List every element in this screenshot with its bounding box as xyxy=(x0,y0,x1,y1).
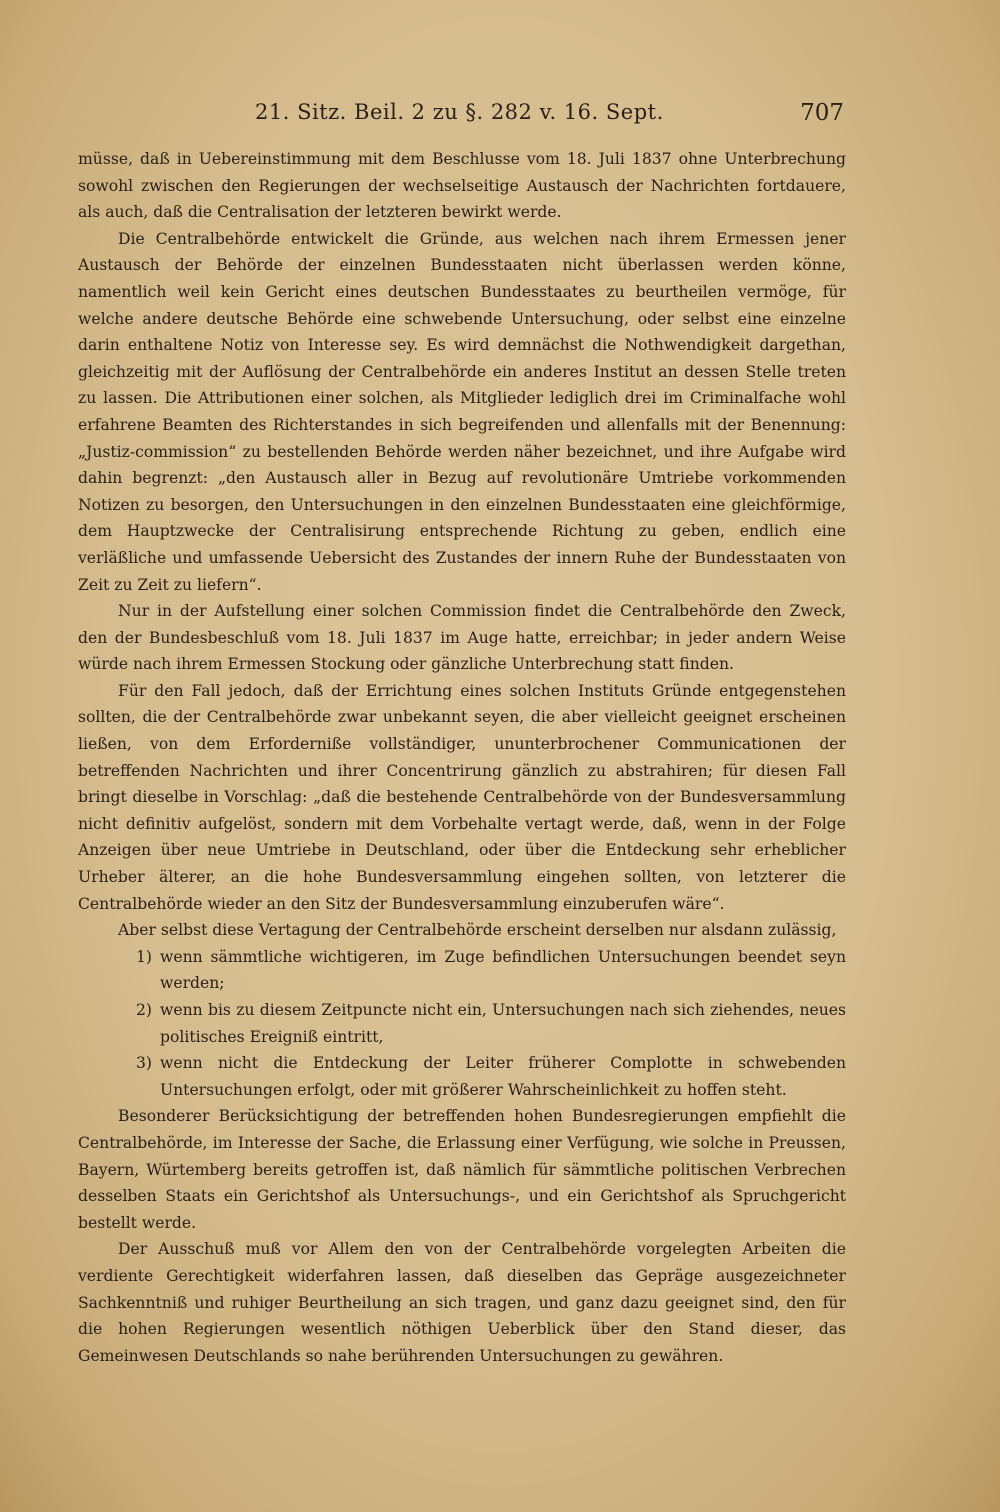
list-item xyxy=(78,997,846,1050)
body-text xyxy=(78,146,846,1369)
paragraph: Aber selbst diese Vertagung der Centralbehörde erscheint derselben nur alsdann zulässig, xyxy=(118,921,837,940)
list-item-text: wenn sämmtliche wichtigeren, im Zuge befindlichen Untersuchungen beendet seyn werden; xyxy=(160,947,846,993)
list-item-number: 2) xyxy=(135,1001,152,1019)
list-item-number: 1) xyxy=(135,947,152,966)
paragraph: Besonderer Berücksichtigung der betreffenden hohen Bundesregierungen empfiehlt die Centralbehörde, im Interesse der Sache, die Erlassung einer Verfügung, wie solche in Preussen, Bayern, Würtemberg bereits getroffen ist, daß nämlich für sämmtliche politischen Verbrechen desselben Staats ein Gerichtshof als Untersuchungs-, und ein Gerichtshof als Spruchgericht bestellt werde. xyxy=(78,1107,846,1232)
page-header xyxy=(0,100,1000,134)
paragraph: Der Ausschuß muß vor Allem den von der Centralbehörde vorgelegten Arbeiten die verdiente Gerechtigkeit widerfahren lassen, daß dieselben das Gepräge ausgezeichneter Sachkenntniß und ruhiger Beurtheilung an sich tragen, und ganz dazu geeignet sind, den für die hohen Regierungen wesentlich nöthigen Ueberblick über den Stand dieser, das Gemeinwesen Deutschlands so nahe berührenden Untersuchungen zu gewähren. xyxy=(78,1240,846,1365)
running-head: 21. Sitz. Beil. 2 zu §. 282 v. 16. Sept. xyxy=(255,100,664,124)
page-number: 707 xyxy=(800,100,844,126)
list-item xyxy=(78,1050,846,1103)
paragraph: müsse, daß in Uebereinstimmung mit dem Beschlusse vom 18. Juli 1837 ohne Unterbrechung sowohl zwischen den Regierungen der wechselseitige Austausch der Nachrichten fortdauere, als auch, daß die Centralisation der letzteren bewirkt werde. xyxy=(78,150,846,222)
list-item-text: wenn bis zu diesem Zeitpuncte nicht ein, Untersuchungen nach sich ziehendes, neues politisches Ereigniß eintritt, xyxy=(160,1001,846,1046)
list-item xyxy=(78,944,846,997)
list-item-text: wenn nicht die Entdeckung der Leiter früherer Complotte in schwebenden Untersuchungen erfolgt, oder mit größerer Wahrscheinlichkeit zu hoffen steht. xyxy=(160,1054,846,1099)
list-item-number: 3) xyxy=(135,1054,152,1073)
paragraph: Nur in der Aufstellung einer solchen Commission findet die Centralbehörde den Zweck, den der Bundesbeschluß vom 18. Juli 1837 im Auge hatte, erreichbar; in jeder andern Weise würde nach ihrem Ermessen Stockung oder gänzliche Unterbrechung statt finden. xyxy=(78,602,846,674)
paragraph: Die Centralbehörde entwickelt die Gründe, aus welchen nach ihrem Ermessen jener Austausch der Behörde der einzelnen Bundesstaaten nicht überlassen werden könne, namentlich weil kein Gericht eines deutschen Bundesstaates zu beurtheilen vermöge, für welche andere deutsche Behörde eine schwebende Untersuchung, oder selbst eine einzelne darin enthaltene Notiz von Interesse sey. Es wird demnächst die Nothwendigkeit dargethan, gleichzeitig mit der Auflösung der Centralbehörde ein anderes Institut an dessen Stelle treten zu lassen. Die Attributionen einer solchen, als Mitglieder lediglich drei im Criminalfache wohl erfahrene Beamten des Richterstandes in sich begreifenden und allenfalls mit der Benennung: „Justiz-commission“ zu bestellenden Behörde werden näher bezeichnet, und ihre Aufgabe wird dahin begrenzt: „den Austausch aller in Bezug auf revolutionäre Umtriebe vorkommenden Notizen zu besorgen, den Untersuchungen in den einzelnen Bundesstaaten eine gleichförmige, dem Hauptzwecke der Centralisirung entsprechende Richtung zu geben, endlich eine verläßliche und umfassende Uebersicht des Zustandes der innern Ruhe der Bundesstaaten von Zeit zu Zeit zu liefern“. xyxy=(78,229,846,594)
paragraph: Für den Fall jedoch, daß der Errichtung eines solchen Instituts Gründe entgegenstehen sollten, die der Centralbehörde zwar unbekannt seyen, die aber vielleicht geeignet erscheinen ließen, von dem Erforderniße vollständiger, ununterbrochener Communicationen der betreffenden Nachrichten und ihrer Concentrirung gänzlich zu abstrahiren; für diesen Fall bringt dieselbe in Vorschlag: „daß die bestehende Centralbehörde von der Bundesversammlung nicht definitiv aufgelöst, sondern mit dem Vorbehalte vertagt werde, daß, wenn in der Folge Anzeigen über neue Umtriebe in Deutschland, oder über die Entdeckung sehr erheblicher Urheber älterer, an die hohe Bundesversammlung eingehen sollten, von letzterer die Centralbehörde wieder an den Sitz der Bundesversammlung einzuberufen wäre“. xyxy=(78,681,846,913)
